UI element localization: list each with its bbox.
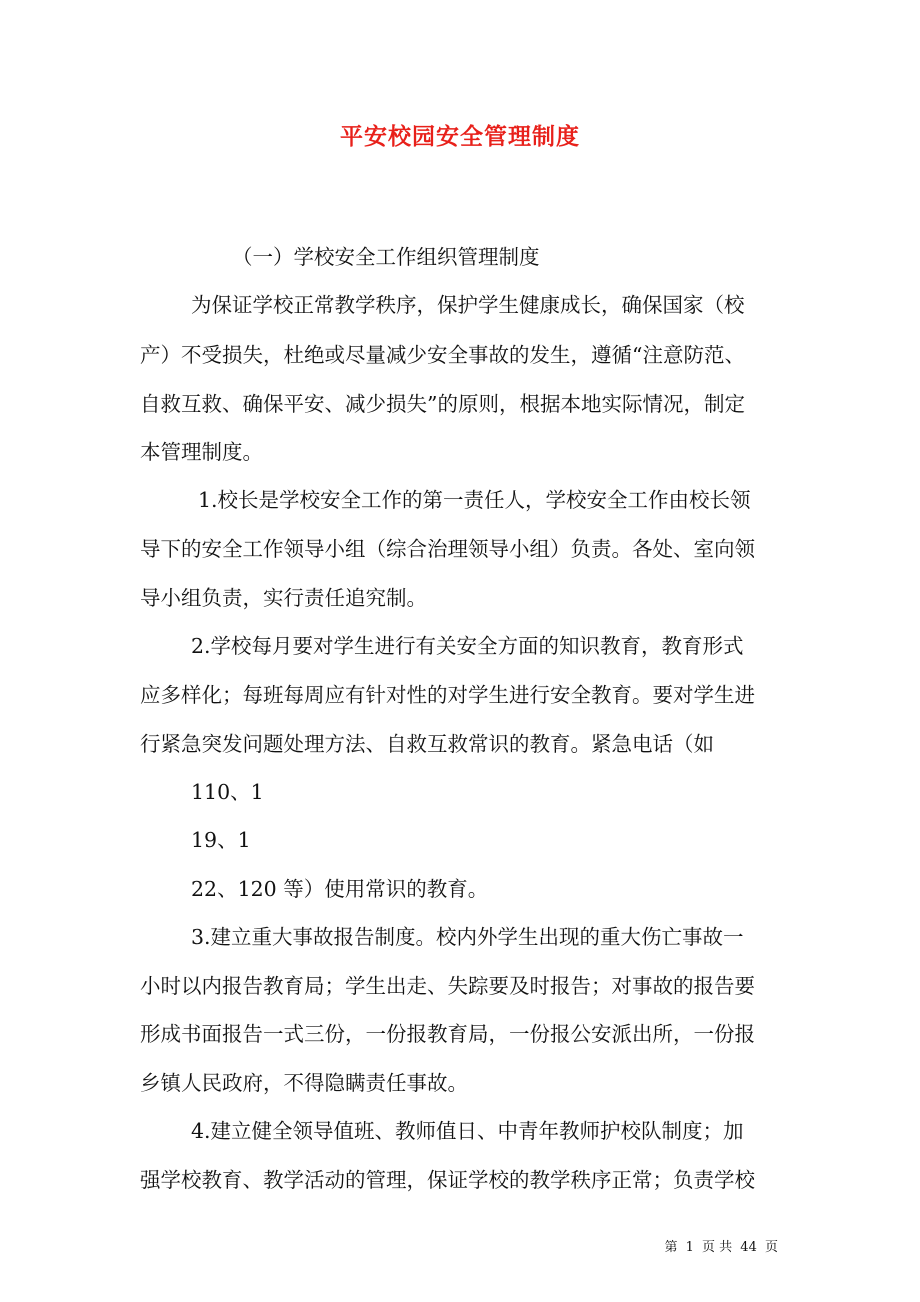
footer-total-pages: 44 <box>740 1240 757 1255</box>
paragraph-line: 自救互救、确保平安、减少损失”的原则，根据本地实际情况，制定 <box>140 392 745 416</box>
paragraph-line: 行紧急突发问题处理方法、自救互救常识的教育。紧急电话（如 <box>140 732 714 756</box>
paragraph-line: 乡镇人民政府，不得隐瞒责任事故。 <box>140 1071 468 1095</box>
paragraph-line: 19、1 <box>191 828 251 852</box>
paragraph-line: 应多样化；每班每周应有针对性的对学生进行安全教育。要对学生进 <box>140 683 755 707</box>
paragraph-line: 110、1 <box>191 780 264 804</box>
document-title: 平安校园安全管理制度 <box>340 123 580 150</box>
footer-prefix: 第 <box>664 1240 678 1255</box>
paragraph-line: 2.学校每月要对学生进行有关安全方面的知识教育，教育形式 <box>191 634 744 658</box>
paragraph-line: 22、120 等）使用常识的教育。 <box>191 877 489 901</box>
footer-page-number: 1 <box>685 1240 694 1255</box>
paragraph-line: 导小组负责，实行责任追究制。 <box>140 586 427 610</box>
paragraph-line: 1.校长是学校安全工作的第一责任人，学校安全工作由校长领 <box>198 488 751 512</box>
paragraph-line: 小时以内报告教育局；学生出走、失踪要及时报告；对事故的报告要 <box>140 974 755 998</box>
section-heading: （一）学校安全工作组织管理制度 <box>232 245 540 269</box>
paragraph-line: 产）不受损失，杜绝或尽量减少安全事故的发生，遵循“注意防范、 <box>140 343 745 367</box>
footer-mid: 页 共 <box>702 1240 733 1255</box>
paragraph-line: 强学校教育、教学活动的管理，保证学校的教学秩序正常；负责学校 <box>140 1168 755 1192</box>
paragraph-line: 导下的安全工作领导小组（综合治理领导小组）负责。各处、室向领 <box>140 537 755 561</box>
footer-suffix: 页 <box>764 1240 778 1255</box>
paragraph-line: 3.建立重大事故报告制度。校内外学生出现的重大伤亡事故一 <box>191 925 744 949</box>
paragraph-line: 形成书面报告一式三份，一份报教育局，一份报公安派出所，一份报 <box>140 1022 755 1046</box>
paragraph-line: 为保证学校正常教学秩序，保护学生健康成长，确保国家（校 <box>191 293 745 317</box>
paragraph-line: 本管理制度。 <box>140 440 263 464</box>
page-footer <box>662 1236 780 1255</box>
paragraph-line: 4.建立健全领导值班、教师值日、中青年教师护校队制度；加 <box>191 1119 744 1143</box>
